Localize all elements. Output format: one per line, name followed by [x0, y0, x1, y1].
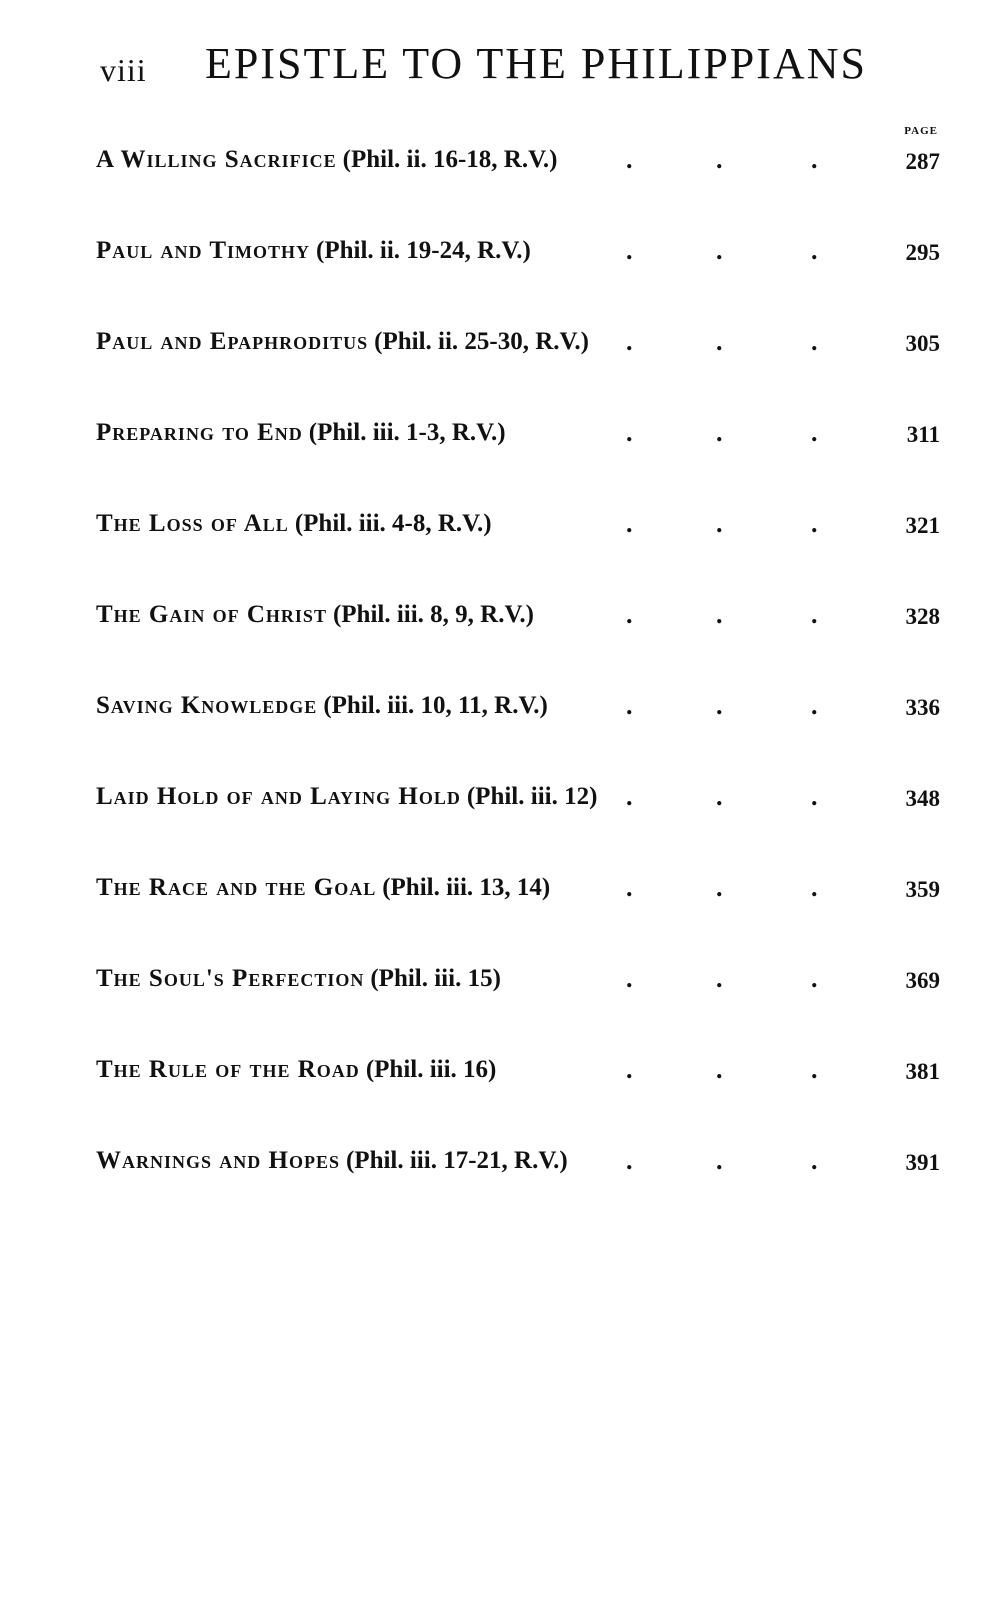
leader-dot: .	[626, 1055, 633, 1084]
toc-entry-title: Paul and Epaphroditus	[96, 328, 369, 355]
leader-dot: .	[716, 873, 723, 902]
leader-dot: .	[811, 964, 818, 993]
toc-entry	[96, 1136, 940, 1227]
leader-dot: .	[716, 418, 723, 447]
toc-entry-title: Laid Hold of and Laying Hold	[96, 783, 461, 810]
toc-entry-reference: (Phil. iii. 1-3, R.V.)	[308, 419, 506, 446]
toc-entry	[96, 681, 940, 772]
leader-dot: .	[626, 145, 633, 174]
leader-dot: .	[811, 509, 818, 538]
toc-entry-reference: (Phil. ii. 19-24, R.V.)	[316, 237, 531, 264]
toc-entry-text	[96, 1146, 568, 1176]
toc-entry-page-number: 369	[905, 968, 940, 993]
toc-entry-text	[96, 327, 589, 357]
toc-entry-reference: (Phil. iii. 4-8, R.V.)	[294, 510, 492, 537]
toc-entry-text	[96, 418, 506, 448]
leader-dot: .	[716, 327, 723, 356]
toc-entry-reference: (Phil. iii. 8, 9, R.V.)	[332, 601, 534, 628]
leader-dot: .	[811, 691, 818, 720]
leader-dot: .	[626, 509, 633, 538]
leader-dot: .	[811, 600, 818, 629]
toc-entry-text	[96, 509, 492, 539]
toc-entry-text	[96, 145, 557, 175]
leader-dot: .	[811, 236, 818, 265]
leader-dot: .	[626, 691, 633, 720]
leader-dot: .	[626, 873, 633, 902]
toc-entry-title: The Rule of the Road	[96, 1056, 360, 1083]
toc-entry-reference: (Phil. ii. 16-18, R.V.)	[342, 146, 558, 173]
toc-entry-title: Preparing to End	[96, 419, 303, 446]
toc-entry	[96, 499, 940, 590]
leader-dot: .	[716, 691, 723, 720]
toc-entry-reference: (Phil. iii. 10, 11, R.V.)	[323, 692, 548, 719]
toc-entry-reference: (Phil. iii. 12)	[466, 783, 598, 810]
leader-dot: .	[626, 327, 633, 356]
leader-dot: .	[716, 509, 723, 538]
toc-entry-title: The Loss of All	[96, 510, 289, 537]
toc-entry-reference: (Phil. ii. 25-30, R.V.)	[374, 328, 589, 355]
toc-entry	[96, 226, 940, 317]
leader-dot: .	[716, 964, 723, 993]
toc-entry-reference: (Phil. iii. 15)	[370, 965, 501, 992]
page-column-label: PAGE	[904, 125, 938, 137]
toc-entry-text	[96, 873, 550, 903]
toc-entry	[96, 317, 940, 408]
toc-entry-page-number: 305	[905, 331, 940, 356]
leader-dot: .	[811, 1146, 818, 1175]
running-title: EPISTLE TO THE PHILIPPIANS	[205, 39, 867, 88]
leader-dot: .	[716, 782, 723, 811]
leader-dot: .	[811, 327, 818, 356]
toc-entry	[96, 772, 940, 863]
toc-entry-reference: (Phil. iii. 16)	[365, 1056, 497, 1083]
toc-entry-text	[96, 691, 548, 721]
toc-entry-title: Warnings and Hopes	[96, 1147, 340, 1174]
toc-entry-text	[96, 782, 597, 812]
leader-dot: .	[811, 873, 818, 902]
toc-entry-page-number: 328	[905, 604, 940, 629]
toc-entry-title: A Willing Sacrifice	[96, 146, 337, 173]
toc-entry-text	[96, 600, 534, 630]
toc-entry-text	[96, 1055, 496, 1085]
toc-entry-reference: (Phil. iii. 17-21, R.V.)	[345, 1147, 568, 1174]
toc-entry-page-number: 391	[905, 1150, 940, 1175]
leader-dot: .	[811, 1055, 818, 1084]
toc-entry	[96, 1045, 940, 1136]
leader-dot: .	[811, 418, 818, 447]
toc-entry-page-number: 311	[906, 422, 940, 447]
page-header	[100, 38, 940, 98]
toc-entry	[96, 590, 940, 681]
leader-dot: .	[626, 1146, 633, 1175]
leader-dot: .	[716, 600, 723, 629]
toc-entry-page-number: 381	[905, 1059, 940, 1084]
toc-entry-text	[96, 236, 531, 266]
leader-dot: .	[626, 418, 633, 447]
toc-entry	[96, 408, 940, 499]
toc-entry-page-number: 321	[905, 513, 940, 538]
leader-dot: .	[716, 1055, 723, 1084]
table-of-contents	[96, 135, 940, 1227]
toc-entry-page-number: 295	[905, 240, 940, 265]
toc-entry-title: Paul and Timothy	[96, 237, 310, 264]
toc-entry-page-number: 336	[905, 695, 940, 720]
toc-entry-page-number: 348	[905, 786, 940, 811]
toc-entry	[96, 954, 940, 1045]
toc-entry-title: The Gain of Christ	[96, 601, 327, 628]
leader-dot: .	[626, 782, 633, 811]
toc-entry	[96, 135, 940, 226]
toc-entry-title: Saving Knowledge	[96, 692, 318, 719]
toc-entry-page-number: 359	[905, 877, 940, 902]
toc-entry-text	[96, 964, 501, 994]
page-number: viii	[100, 52, 147, 88]
toc-entry-title: The Race and the Goal	[96, 874, 377, 901]
leader-dot: .	[811, 782, 818, 811]
leader-dot: .	[626, 236, 633, 265]
leader-dot: .	[716, 1146, 723, 1175]
toc-entry	[96, 863, 940, 954]
toc-entry-reference: (Phil. iii. 13, 14)	[382, 874, 551, 901]
leader-dot: .	[716, 236, 723, 265]
leader-dot: .	[626, 600, 633, 629]
leader-dot: .	[811, 145, 818, 174]
leader-dot: .	[716, 145, 723, 174]
toc-entry-title: The Soul's Perfection	[96, 965, 365, 992]
leader-dot: .	[626, 964, 633, 993]
toc-entry-page-number: 287	[905, 149, 940, 174]
